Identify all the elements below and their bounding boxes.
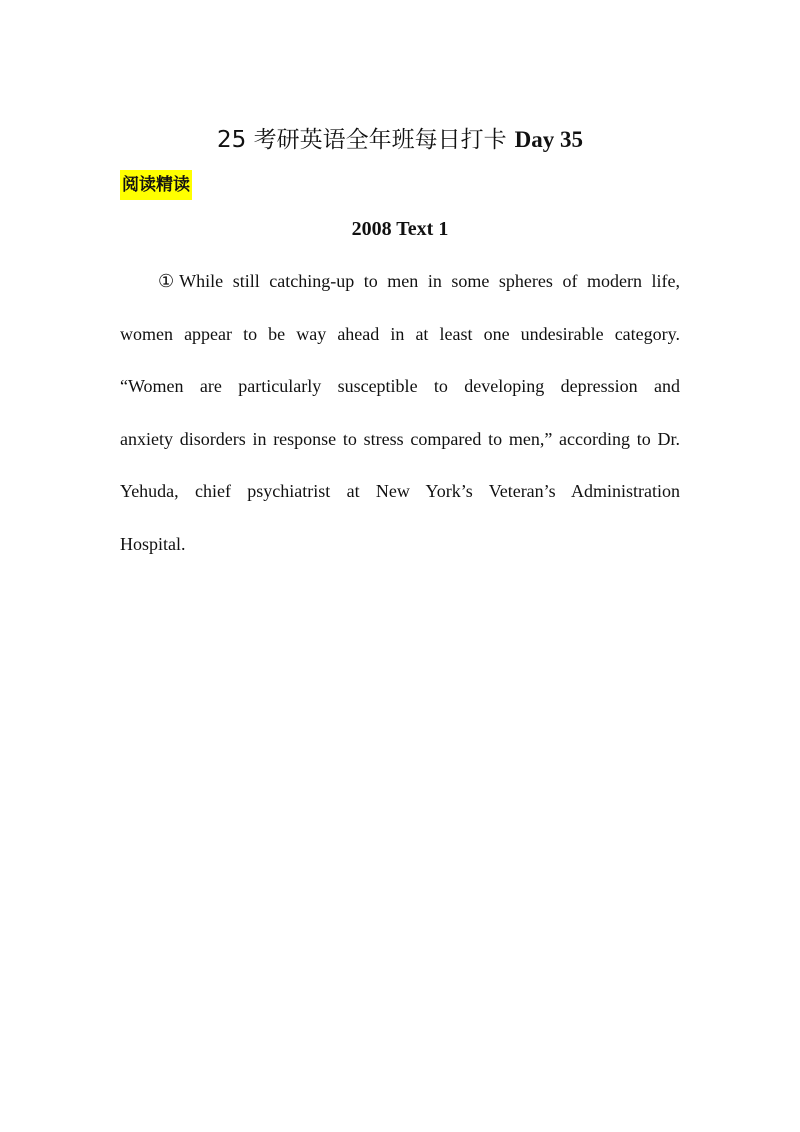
page-title [0,124,800,156]
section-tag-highlighted: 阅读精读 [120,170,192,200]
passage-line: Hospital. [120,533,186,554]
text-heading: 2008 Text 1 [351,218,449,240]
passage-line: “Women are particularly susceptible to developing depression and [120,376,680,396]
passage-paragraph [120,264,680,579]
passage-line: Yehuda, chief psychiatrist at New York’s Veteran’s Administration [120,481,680,501]
passage-line: anxiety disorders in response to stress compared to men,” according to Dr. [120,428,680,449]
page-title-chinese: 25 考研英语全年班每日打卡 [217,127,507,153]
page-title-day: Day 35 [514,127,583,152]
passage-line: ①While still catching-up to men in some spheres of modern life, [158,271,680,291]
passage-line: women appear to be way ahead in at least one undesirable category. [120,323,680,344]
